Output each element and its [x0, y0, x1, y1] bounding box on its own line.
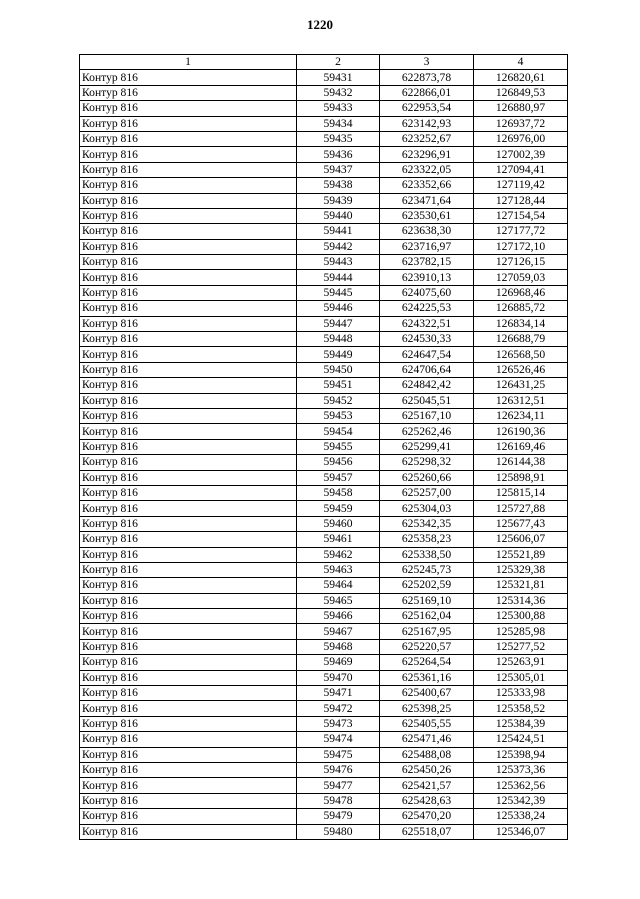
point-number-cell: 59450	[297, 362, 380, 377]
point-number-cell: 59449	[297, 347, 380, 362]
point-number-cell: 59431	[297, 70, 380, 85]
point-number-cell: 59435	[297, 131, 380, 146]
x-coordinate-cell: 625299,41	[380, 439, 474, 454]
y-coordinate-cell: 125362,56	[474, 778, 568, 793]
contour-name-cell: Контур 816	[80, 609, 297, 624]
y-coordinate-cell: 126431,25	[474, 378, 568, 393]
coordinates-table	[79, 54, 568, 840]
contour-name-cell: Контур 816	[80, 455, 297, 470]
contour-name-cell: Контур 816	[80, 285, 297, 300]
table-row	[80, 639, 568, 654]
contour-name-cell: Контур 816	[80, 747, 297, 762]
table-row	[80, 686, 568, 701]
table-row	[80, 501, 568, 516]
point-number-cell: 59441	[297, 224, 380, 239]
y-coordinate-cell: 125898,91	[474, 470, 568, 485]
table-row	[80, 393, 568, 408]
contour-name-cell: Контур 816	[80, 639, 297, 654]
table-row	[80, 147, 568, 162]
y-coordinate-cell: 126849,53	[474, 85, 568, 100]
column-header-1: 1	[80, 55, 297, 70]
x-coordinate-cell: 624322,51	[380, 316, 474, 331]
table-row	[80, 747, 568, 762]
x-coordinate-cell: 625518,07	[380, 824, 474, 839]
point-number-cell: 59446	[297, 301, 380, 316]
contour-name-cell: Контур 816	[80, 270, 297, 285]
contour-name-cell: Контур 816	[80, 424, 297, 439]
contour-name-cell: Контур 816	[80, 716, 297, 731]
point-number-cell: 59460	[297, 516, 380, 531]
point-number-cell: 59442	[297, 239, 380, 254]
y-coordinate-cell: 125424,51	[474, 732, 568, 747]
y-coordinate-cell: 125727,88	[474, 501, 568, 516]
x-coordinate-cell: 625398,25	[380, 701, 474, 716]
x-coordinate-cell: 625045,51	[380, 393, 474, 408]
table-body	[80, 70, 568, 840]
x-coordinate-cell: 623142,93	[380, 116, 474, 131]
table-row	[80, 316, 568, 331]
y-coordinate-cell: 125333,98	[474, 686, 568, 701]
x-coordinate-cell: 624842,42	[380, 378, 474, 393]
table-row	[80, 485, 568, 500]
table-row	[80, 670, 568, 685]
point-number-cell: 59432	[297, 85, 380, 100]
x-coordinate-cell: 625262,46	[380, 424, 474, 439]
table-row	[80, 455, 568, 470]
y-coordinate-cell: 125338,24	[474, 809, 568, 824]
point-number-cell: 59447	[297, 316, 380, 331]
point-number-cell: 59456	[297, 455, 380, 470]
y-coordinate-cell: 126234,11	[474, 408, 568, 423]
table-row	[80, 732, 568, 747]
x-coordinate-cell: 623471,64	[380, 193, 474, 208]
y-coordinate-cell: 125277,52	[474, 639, 568, 654]
point-number-cell: 59478	[297, 793, 380, 808]
column-header-3: 3	[380, 55, 474, 70]
contour-name-cell: Контур 816	[80, 362, 297, 377]
y-coordinate-cell: 126144,38	[474, 455, 568, 470]
contour-name-cell: Контур 816	[80, 824, 297, 839]
contour-name-cell: Контур 816	[80, 178, 297, 193]
contour-name-cell: Контур 816	[80, 655, 297, 670]
x-coordinate-cell: 625488,08	[380, 747, 474, 762]
contour-name-cell: Контур 816	[80, 101, 297, 116]
point-number-cell: 59452	[297, 393, 380, 408]
x-coordinate-cell: 623322,05	[380, 162, 474, 177]
table-row	[80, 408, 568, 423]
y-coordinate-cell: 127126,15	[474, 255, 568, 270]
point-number-cell: 59443	[297, 255, 380, 270]
x-coordinate-cell: 625304,03	[380, 501, 474, 516]
table-row	[80, 239, 568, 254]
point-number-cell: 59448	[297, 332, 380, 347]
x-coordinate-cell: 625162,04	[380, 609, 474, 624]
contour-name-cell: Контур 816	[80, 393, 297, 408]
point-number-cell: 59444	[297, 270, 380, 285]
point-number-cell: 59464	[297, 578, 380, 593]
y-coordinate-cell: 125285,98	[474, 624, 568, 639]
point-number-cell: 59480	[297, 824, 380, 839]
x-coordinate-cell: 625298,32	[380, 455, 474, 470]
column-header-2: 2	[297, 55, 380, 70]
table-row	[80, 547, 568, 562]
x-coordinate-cell: 622953,54	[380, 101, 474, 116]
y-coordinate-cell: 126688,79	[474, 332, 568, 347]
x-coordinate-cell: 625220,57	[380, 639, 474, 654]
y-coordinate-cell: 126526,46	[474, 362, 568, 377]
x-coordinate-cell: 623352,66	[380, 178, 474, 193]
x-coordinate-cell: 625421,57	[380, 778, 474, 793]
x-coordinate-cell: 625169,10	[380, 593, 474, 608]
table-row	[80, 809, 568, 824]
x-coordinate-cell: 622873,78	[380, 70, 474, 85]
table-row	[80, 301, 568, 316]
table-row	[80, 609, 568, 624]
point-number-cell: 59477	[297, 778, 380, 793]
point-number-cell: 59439	[297, 193, 380, 208]
table-row	[80, 578, 568, 593]
x-coordinate-cell: 625260,66	[380, 470, 474, 485]
contour-name-cell: Контур 816	[80, 578, 297, 593]
table-row	[80, 655, 568, 670]
table-row	[80, 378, 568, 393]
point-number-cell: 59453	[297, 408, 380, 423]
contour-name-cell: Контур 816	[80, 147, 297, 162]
point-number-cell: 59476	[297, 762, 380, 777]
x-coordinate-cell: 625470,20	[380, 809, 474, 824]
y-coordinate-cell: 126820,61	[474, 70, 568, 85]
contour-name-cell: Контур 816	[80, 131, 297, 146]
x-coordinate-cell: 623716,97	[380, 239, 474, 254]
y-coordinate-cell: 127154,54	[474, 208, 568, 223]
y-coordinate-cell: 127002,39	[474, 147, 568, 162]
table-row	[80, 285, 568, 300]
x-coordinate-cell: 625342,35	[380, 516, 474, 531]
contour-name-cell: Контур 816	[80, 193, 297, 208]
point-number-cell: 59474	[297, 732, 380, 747]
y-coordinate-cell: 126568,50	[474, 347, 568, 362]
contour-name-cell: Контур 816	[80, 162, 297, 177]
table-row	[80, 424, 568, 439]
contour-name-cell: Контур 816	[80, 239, 297, 254]
contour-name-cell: Контур 816	[80, 378, 297, 393]
point-number-cell: 59440	[297, 208, 380, 223]
table-row	[80, 270, 568, 285]
contour-name-cell: Контур 816	[80, 809, 297, 824]
point-number-cell: 59461	[297, 532, 380, 547]
table-row	[80, 332, 568, 347]
table-row	[80, 593, 568, 608]
x-coordinate-cell: 623252,67	[380, 131, 474, 146]
y-coordinate-cell: 125358,52	[474, 701, 568, 716]
table-row	[80, 255, 568, 270]
contour-name-cell: Контур 816	[80, 208, 297, 223]
y-coordinate-cell: 125384,39	[474, 716, 568, 731]
table-row	[80, 516, 568, 531]
contour-name-cell: Контур 816	[80, 224, 297, 239]
y-coordinate-cell: 127119,42	[474, 178, 568, 193]
x-coordinate-cell: 625167,95	[380, 624, 474, 639]
table-row	[80, 178, 568, 193]
x-coordinate-cell: 624225,53	[380, 301, 474, 316]
x-coordinate-cell: 625167,10	[380, 408, 474, 423]
point-number-cell: 59463	[297, 562, 380, 577]
y-coordinate-cell: 126968,46	[474, 285, 568, 300]
x-coordinate-cell: 625264,54	[380, 655, 474, 670]
y-coordinate-cell: 125321,81	[474, 578, 568, 593]
point-number-cell: 59473	[297, 716, 380, 731]
x-coordinate-cell: 624075,60	[380, 285, 474, 300]
table-row	[80, 701, 568, 716]
x-coordinate-cell: 624530,33	[380, 332, 474, 347]
y-coordinate-cell: 126976,00	[474, 131, 568, 146]
table-row	[80, 562, 568, 577]
y-coordinate-cell: 125305,01	[474, 670, 568, 685]
table-row	[80, 193, 568, 208]
table-row	[80, 162, 568, 177]
contour-name-cell: Контур 816	[80, 501, 297, 516]
x-coordinate-cell: 625428,63	[380, 793, 474, 808]
table-row	[80, 101, 568, 116]
contour-name-cell: Контур 816	[80, 732, 297, 747]
contour-name-cell: Контур 816	[80, 408, 297, 423]
table-row	[80, 362, 568, 377]
x-coordinate-cell: 625405,55	[380, 716, 474, 731]
contour-name-cell: Контур 816	[80, 593, 297, 608]
y-coordinate-cell: 125329,38	[474, 562, 568, 577]
y-coordinate-cell: 125342,39	[474, 793, 568, 808]
y-coordinate-cell: 125677,43	[474, 516, 568, 531]
y-coordinate-cell: 125521,89	[474, 547, 568, 562]
contour-name-cell: Контур 816	[80, 516, 297, 531]
table-row	[80, 624, 568, 639]
contour-name-cell: Контур 816	[80, 532, 297, 547]
y-coordinate-cell: 126937,72	[474, 116, 568, 131]
point-number-cell: 59468	[297, 639, 380, 654]
contour-name-cell: Контур 816	[80, 793, 297, 808]
contour-name-cell: Контур 816	[80, 670, 297, 685]
x-coordinate-cell: 623296,91	[380, 147, 474, 162]
y-coordinate-cell: 126169,46	[474, 439, 568, 454]
point-number-cell: 59455	[297, 439, 380, 454]
contour-name-cell: Контур 816	[80, 470, 297, 485]
table-row	[80, 824, 568, 839]
y-coordinate-cell: 127059,03	[474, 270, 568, 285]
x-coordinate-cell: 623910,13	[380, 270, 474, 285]
table-row	[80, 116, 568, 131]
contour-name-cell: Контур 816	[80, 562, 297, 577]
y-coordinate-cell: 125606,07	[474, 532, 568, 547]
point-number-cell: 59458	[297, 485, 380, 500]
x-coordinate-cell: 625450,26	[380, 762, 474, 777]
table-row	[80, 793, 568, 808]
point-number-cell: 59465	[297, 593, 380, 608]
y-coordinate-cell: 125346,07	[474, 824, 568, 839]
point-number-cell: 59459	[297, 501, 380, 516]
contour-name-cell: Контур 816	[80, 547, 297, 562]
y-coordinate-cell: 125398,94	[474, 747, 568, 762]
point-number-cell: 59472	[297, 701, 380, 716]
x-coordinate-cell: 625400,67	[380, 686, 474, 701]
column-header-4: 4	[474, 55, 568, 70]
table-row	[80, 347, 568, 362]
y-coordinate-cell: 125314,36	[474, 593, 568, 608]
x-coordinate-cell: 624647,54	[380, 347, 474, 362]
y-coordinate-cell: 127128,44	[474, 193, 568, 208]
table-row	[80, 762, 568, 777]
table-row	[80, 716, 568, 731]
y-coordinate-cell: 125373,36	[474, 762, 568, 777]
point-number-cell: 59451	[297, 378, 380, 393]
table-row	[80, 532, 568, 547]
contour-name-cell: Контур 816	[80, 70, 297, 85]
x-coordinate-cell: 625471,46	[380, 732, 474, 747]
y-coordinate-cell: 126885,72	[474, 301, 568, 316]
point-number-cell: 59471	[297, 686, 380, 701]
x-coordinate-cell: 625338,50	[380, 547, 474, 562]
y-coordinate-cell: 125300,88	[474, 609, 568, 624]
contour-name-cell: Контур 816	[80, 347, 297, 362]
contour-name-cell: Контур 816	[80, 701, 297, 716]
contour-name-cell: Контур 816	[80, 762, 297, 777]
x-coordinate-cell: 623638,30	[380, 224, 474, 239]
x-coordinate-cell: 622866,01	[380, 85, 474, 100]
x-coordinate-cell: 625361,16	[380, 670, 474, 685]
contour-name-cell: Контур 816	[80, 778, 297, 793]
contour-name-cell: Контур 816	[80, 116, 297, 131]
x-coordinate-cell: 624706,64	[380, 362, 474, 377]
y-coordinate-cell: 126190,36	[474, 424, 568, 439]
table-row	[80, 208, 568, 223]
point-number-cell: 59479	[297, 809, 380, 824]
contour-name-cell: Контур 816	[80, 439, 297, 454]
point-number-cell: 59433	[297, 101, 380, 116]
point-number-cell: 59470	[297, 670, 380, 685]
table-header-row	[80, 55, 568, 70]
point-number-cell: 59466	[297, 609, 380, 624]
x-coordinate-cell: 625202,59	[380, 578, 474, 593]
contour-name-cell: Контур 816	[80, 485, 297, 500]
x-coordinate-cell: 623530,61	[380, 208, 474, 223]
y-coordinate-cell: 126834,14	[474, 316, 568, 331]
contour-name-cell: Контур 816	[80, 624, 297, 639]
point-number-cell: 59457	[297, 470, 380, 485]
x-coordinate-cell: 625358,23	[380, 532, 474, 547]
point-number-cell: 59475	[297, 747, 380, 762]
table-row	[80, 70, 568, 85]
point-number-cell: 59436	[297, 147, 380, 162]
y-coordinate-cell: 126312,51	[474, 393, 568, 408]
x-coordinate-cell: 625257,00	[380, 485, 474, 500]
table-row	[80, 131, 568, 146]
table-row	[80, 85, 568, 100]
y-coordinate-cell: 127094,41	[474, 162, 568, 177]
point-number-cell: 59469	[297, 655, 380, 670]
point-number-cell: 59437	[297, 162, 380, 177]
point-number-cell: 59438	[297, 178, 380, 193]
contour-name-cell: Контур 816	[80, 332, 297, 347]
page-number: 1220	[307, 17, 333, 32]
y-coordinate-cell: 127172,10	[474, 239, 568, 254]
contour-name-cell: Контур 816	[80, 301, 297, 316]
contour-name-cell: Контур 816	[80, 686, 297, 701]
y-coordinate-cell: 127177,72	[474, 224, 568, 239]
table-row	[80, 778, 568, 793]
table-row	[80, 470, 568, 485]
y-coordinate-cell: 126880,97	[474, 101, 568, 116]
contour-name-cell: Контур 816	[80, 85, 297, 100]
point-number-cell: 59445	[297, 285, 380, 300]
contour-name-cell: Контур 816	[80, 255, 297, 270]
point-number-cell: 59467	[297, 624, 380, 639]
y-coordinate-cell: 125815,14	[474, 485, 568, 500]
y-coordinate-cell: 125263,91	[474, 655, 568, 670]
point-number-cell: 59454	[297, 424, 380, 439]
point-number-cell: 59434	[297, 116, 380, 131]
table-row	[80, 224, 568, 239]
x-coordinate-cell: 623782,15	[380, 255, 474, 270]
table-row	[80, 439, 568, 454]
x-coordinate-cell: 625245,73	[380, 562, 474, 577]
point-number-cell: 59462	[297, 547, 380, 562]
contour-name-cell: Контур 816	[80, 316, 297, 331]
